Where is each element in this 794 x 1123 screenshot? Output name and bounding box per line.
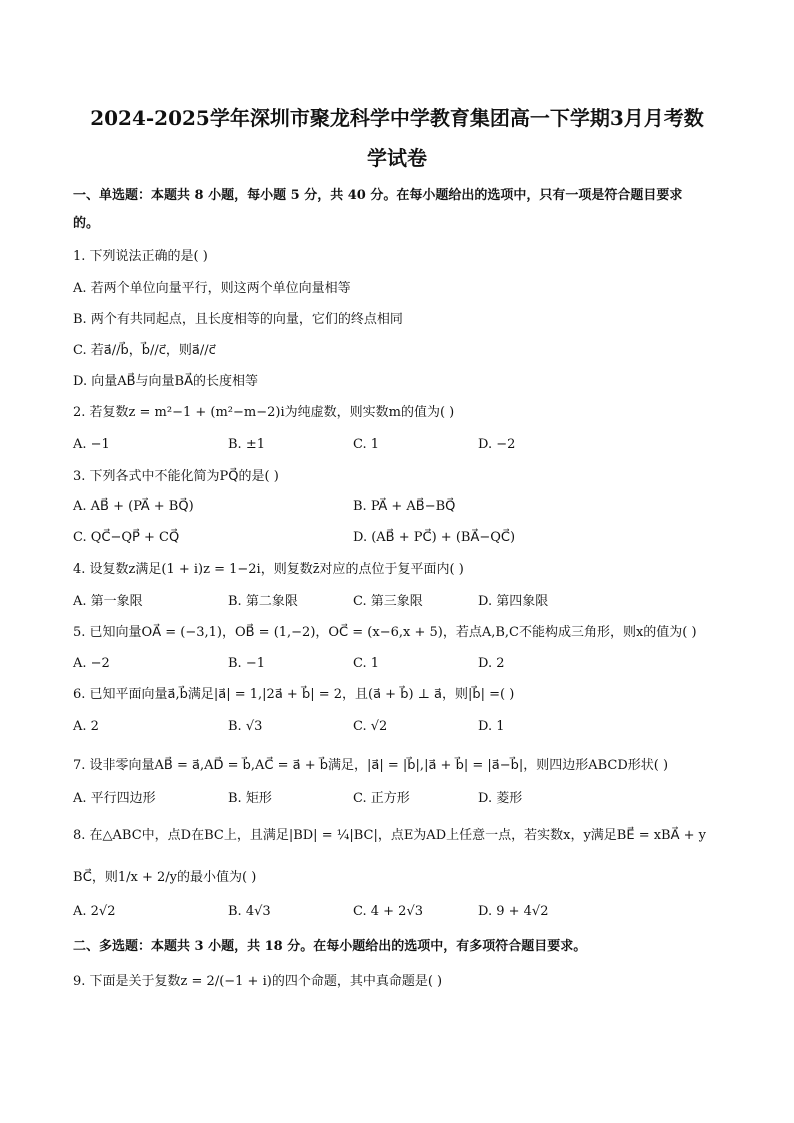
q4-option-c: C. 第三象限 — [353, 594, 423, 609]
q6-option-b: B. √3 — [228, 719, 263, 734]
section1-heading-cont: 的。 — [73, 216, 100, 231]
q2-option-a: A. −1 — [73, 437, 110, 452]
q3-option-a: A. AB⃗ + (PA⃗ + BQ⃗) — [73, 499, 194, 514]
q2-option-c: C. 1 — [353, 437, 380, 452]
q8-options — [73, 903, 733, 921]
q2-stem: 2. 若复数z = m²−1 + (m²−m−2)i为纯虚数，则实数m的值为( ) — [73, 405, 455, 420]
q5-options — [73, 655, 733, 673]
q4-option-d: D. 第四象限 — [478, 594, 549, 609]
q6-stem: 6. 已知平面向量a⃗,b⃗满足|a⃗| = 1,|2a⃗ + b⃗| = 2，且(a⃗ + b⃗) ⊥ a⃗，则|b⃗| =( ) — [73, 687, 515, 702]
q8-stem: 8. 在△ABC中，点D在BC上，且满足|BD| = ¼|BC|，点E为AD上任意一点，若实数x，y满足BE⃗ = xBA⃗ + y — [73, 828, 707, 843]
q4-option-a: A. 第一象限 — [73, 594, 143, 609]
exam-title-line1: 2024-2025学年深圳市聚龙科学中学教育集团高一下学期3月月考数 — [90, 106, 704, 130]
q1-option-a: A. 若两个单位向量平行，则这两个单位向量相等 — [73, 281, 351, 296]
q5-option-d: D. 2 — [478, 656, 505, 671]
q7-option-c: C. 正方形 — [353, 791, 410, 806]
q1-option-d: D. 向量AB⃗与向量BA⃗的长度相等 — [73, 374, 258, 389]
q6-option-c: C. √2 — [353, 719, 388, 734]
q2-options — [73, 436, 733, 454]
q7-option-b: B. 矩形 — [228, 791, 272, 806]
q1-option-b: B. 两个有共同起点，且长度相等的向量，它们的终点相同 — [73, 312, 403, 327]
q6-option-a: A. 2 — [73, 719, 99, 734]
q4-stem: 4. 设复数z满足(1 + i)z = 1−2i，则复数z̄对应的点位于复平面内( ) — [73, 562, 464, 577]
q3-option-b: B. PA⃗ + AB⃗−BQ⃗ — [353, 499, 456, 514]
q8-stem-cont: BC⃗，则1/x + 2/y的最小值为( ) — [73, 870, 257, 885]
q3-stem: 3. 下列各式中不能化简为PQ⃗的是( ) — [73, 469, 279, 484]
q4-options — [73, 593, 733, 611]
q3-options-row2 — [73, 529, 733, 547]
q3-option-d: D. (AB⃗ + PC⃗) + (BA⃗−QC⃗) — [353, 530, 516, 545]
section1-heading: 一、单选题：本题共 8 小题，每小题 5 分，共 40 分。在每小题给出的选项中，只有一项是符合题目要求 — [73, 188, 683, 203]
q6-option-d: D. 1 — [478, 719, 505, 734]
q8-option-c: C. 4 + 2√3 — [353, 904, 424, 919]
q5-option-b: B. −1 — [228, 656, 265, 671]
q2-option-d: D. −2 — [478, 437, 516, 452]
q7-option-a: A. 平行四边形 — [73, 791, 156, 806]
q5-stem: 5. 已知向量OA⃗ = (−3,1)，OB⃗ = (1,−2)，OC⃗ = (x−6,x + 5)，若点A,B,C不能构成三角形，则x的值为( ) — [73, 625, 697, 640]
section2-heading: 二、多选题：本题共 3 小题，共 18 分。在每小题给出的选项中，有多项符合题目要求。 — [73, 939, 587, 954]
q7-option-d: D. 菱形 — [478, 791, 523, 806]
exam-title-line2: 学试卷 — [367, 146, 427, 170]
q1-option-c: C. 若a⃗//b⃗，b⃗//c⃗，则a⃗//c⃗ — [73, 343, 216, 358]
q9-stem: 9. 下面是关于复数z = 2/(−1 + i)的四个命题，其中真命题是( ) — [73, 974, 443, 989]
q1-stem: 1. 下列说法正确的是( ) — [73, 249, 208, 264]
q5-option-a: A. −2 — [73, 656, 110, 671]
q4-option-b: B. 第二象限 — [228, 594, 298, 609]
q3-options-row1 — [73, 498, 733, 516]
q5-option-c: C. 1 — [353, 656, 380, 671]
q3-option-c: C. QC⃗−QP⃗ + CQ⃗ — [73, 530, 180, 545]
q8-option-d: D. 9 + 4√2 — [478, 904, 549, 919]
q8-option-b: B. 4√3 — [228, 904, 271, 919]
q7-stem: 7. 设非零向量AB⃗ = a⃗,AD⃗ = b⃗,AC⃗ = a⃗ + b⃗满足，|a⃗| = |b⃗|,|a⃗ + b⃗| = |a⃗−b⃗|，则四边形ABCD形状( ) — [73, 758, 669, 773]
q8-option-a: A. 2√2 — [73, 904, 116, 919]
q2-option-b: B. ±1 — [228, 437, 265, 452]
q6-options — [73, 718, 733, 736]
q7-options — [73, 790, 733, 808]
